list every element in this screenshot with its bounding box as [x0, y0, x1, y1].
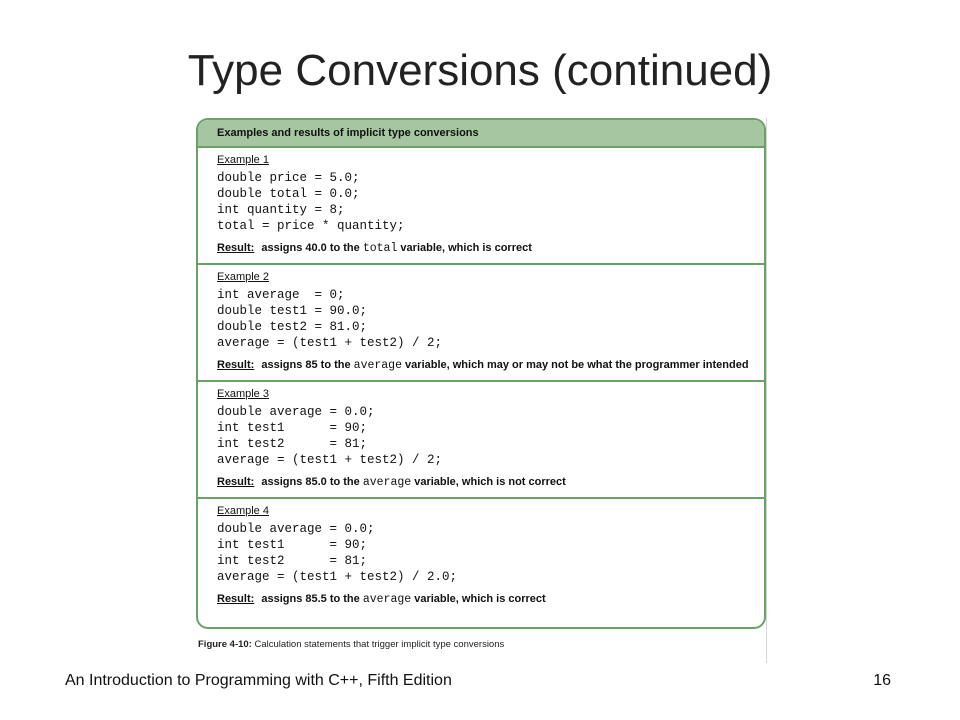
table-header: Examples and results of implicit type conversions — [198, 120, 764, 148]
example-2 — [198, 265, 764, 382]
example-title: Example 1 — [217, 154, 269, 166]
result-text: variable, which may or may not be what the programmer intended — [405, 359, 749, 371]
result-text: variable, which is correct — [414, 593, 546, 605]
result-text: variable, which is not correct — [414, 476, 566, 488]
figure-4-10 — [196, 118, 766, 663]
figure-caption — [198, 639, 504, 650]
examples-table — [196, 118, 766, 629]
result-line — [217, 359, 749, 372]
code-block: double average = 0.0; int test1 = 90; int test2 = 81; average = (test1 + test2) / 2; — [217, 405, 443, 467]
result-text: assigns 85.5 to the — [261, 593, 360, 605]
example-title: Example 2 — [217, 271, 269, 283]
code-block: double average = 0.0; int test1 = 90; int test2 = 81; average = (test1 + test2) / 2.0; — [217, 522, 458, 584]
slide-title: Type Conversions (continued) — [187, 46, 773, 95]
result-variable: average — [362, 593, 412, 606]
result-line — [217, 476, 566, 489]
result-variable: average — [353, 359, 402, 372]
result-text: variable, which is correct — [400, 242, 532, 254]
example-1 — [198, 148, 764, 265]
result-label: Result: — [217, 359, 255, 371]
code-block: int average = 0; double test1 = 90.0; double test2 = 81.0; average = (test1 + test2) / 2; — [217, 288, 443, 350]
code-block: double price = 5.0; double total = 0.0; int quantity = 8; total = price * quantity; — [217, 171, 405, 233]
example-title: Example 3 — [217, 388, 269, 400]
slide-footer: An Introduction to Programming with C++, Fifth Edition — [65, 672, 452, 689]
example-4 — [198, 499, 764, 614]
figure-edge-divider — [766, 118, 767, 663]
page-number: 16 — [873, 672, 891, 689]
result-variable: total — [362, 242, 398, 255]
caption-label: Figure 4-10: — [198, 639, 252, 650]
result-label: Result: — [217, 593, 255, 605]
result-line — [217, 242, 532, 255]
result-label: Result: — [217, 242, 255, 254]
caption-text: Calculation statements that trigger implicit type conversions — [254, 639, 505, 650]
result-variable: average — [362, 476, 412, 489]
example-3 — [198, 382, 764, 499]
result-line — [217, 593, 546, 606]
result-text: assigns 40.0 to the — [261, 242, 360, 254]
result-text: assigns 85.0 to the — [261, 476, 360, 488]
example-title: Example 4 — [217, 505, 269, 517]
result-label: Result: — [217, 476, 255, 488]
result-text: assigns 85 to the — [261, 359, 351, 371]
